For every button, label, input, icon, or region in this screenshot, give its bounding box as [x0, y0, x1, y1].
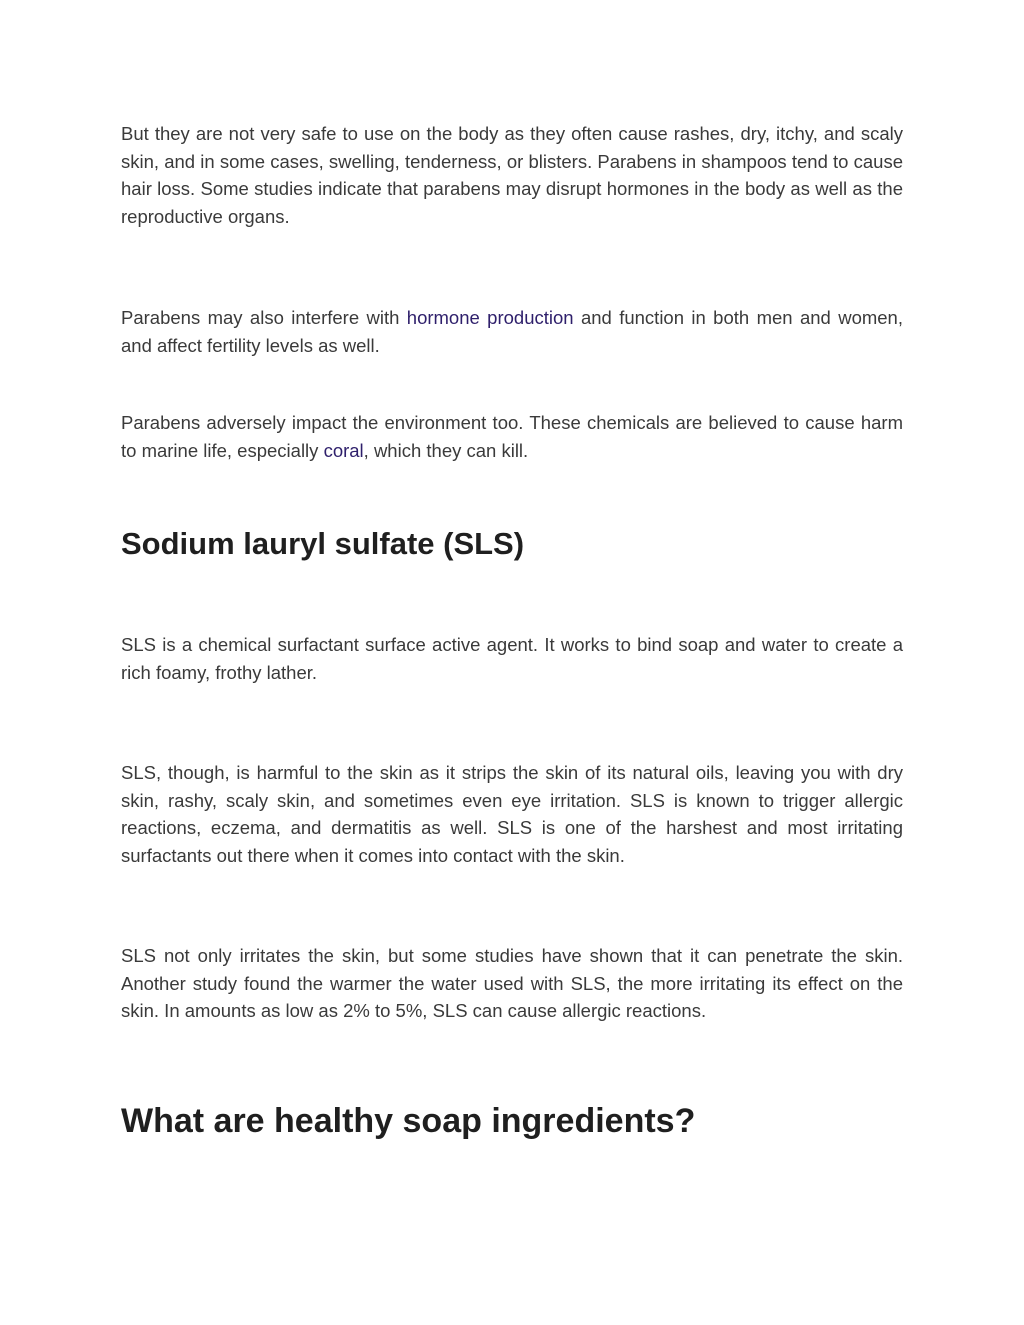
paragraph-sls-penetrates: SLS not only irritates the skin, but some studies have shown that it can penetrate the skin. Another study found the warmer the water used with SLS, the more irritating its effect on the skin. In amounts as low as 2% to 5%, SLS can cause allergic reactions. — [121, 945, 903, 1021]
paragraph-parabens-skin-effects: But they are not very safe to use on the body as they often cause rashes, dry, itchy, and scaly skin, and in some cases, swelling, tenderness, or blisters. Parabens in shampoos tend to cause hair loss. Some studies indicate that parabens may disrupt hormones in the body as well as the reproductive organs. — [121, 123, 903, 227]
paragraph-text: Parabens adversely impact the environment too. These chemicals are believed to cause harm to marine life, especially — [121, 412, 903, 461]
heading-healthy-soap-ingredients: What are healthy soap ingredients? — [121, 1102, 696, 1140]
heading-sodium-lauryl-sulfate: Sodium lauryl sulfate (SLS) — [121, 526, 525, 561]
paragraph-sls-definition: SLS is a chemical surfactant surface active agent. It works to bind soap and water to create a rich foamy, frothy lather. — [121, 634, 903, 683]
paragraph-text: Parabens may also interfere with — [121, 307, 407, 328]
coral-link[interactable]: coral — [323, 439, 364, 461]
paragraph-text: , which they can kill. — [363, 439, 529, 461]
paragraph-text: and function in both men and women, and affect fertility levels as well. — [121, 307, 903, 356]
paragraph-sls-harmful: SLS, though, is harmful to the skin as it strips the skin of its natural oils, leaving you with dry skin, rashy, scaly skin, and sometimes even eye irritation. SLS is known to trigger allergic reactions, eczema, and dermatitis as well. SLS is one of the harshest and most irritating surfactants out there when it comes into contact with the skin. — [121, 762, 903, 866]
paragraph-parabens-environment — [121, 409, 903, 464]
hormone-production-link[interactable]: hormone production — [406, 307, 574, 328]
paragraph-parabens-hormones — [121, 304, 903, 359]
